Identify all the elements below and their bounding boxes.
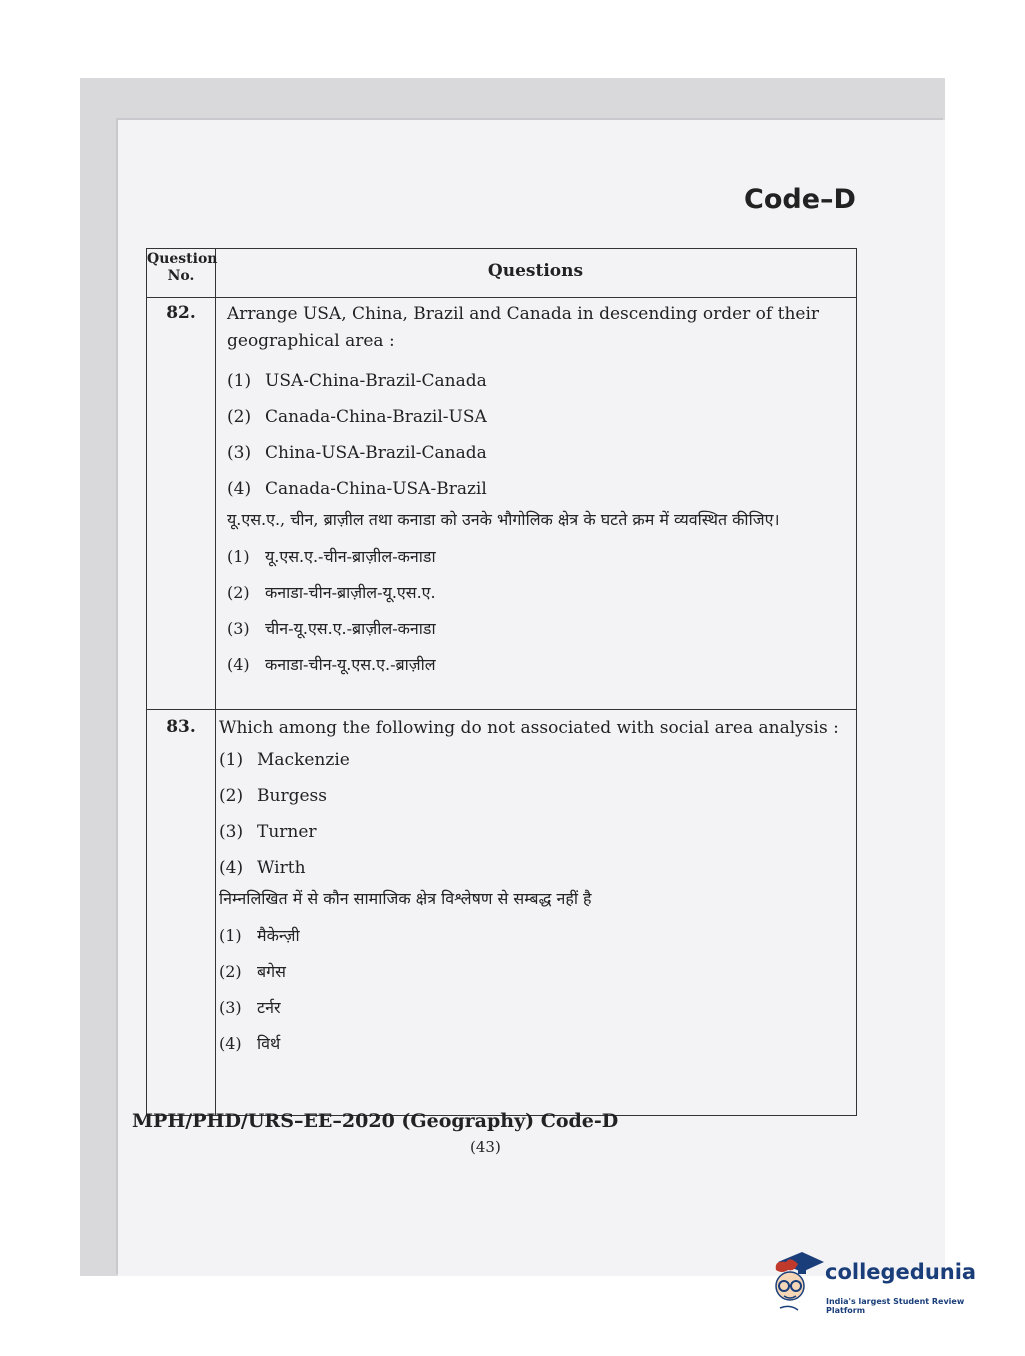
option-number: (1) (219, 750, 244, 770)
option-text: कनाडा-चीन-ब्राज़ील-यू.एस.ए. (265, 583, 436, 602)
option-number: (3) (227, 619, 250, 638)
option-number: (1) (227, 547, 250, 566)
option-hi (219, 962, 850, 982)
option-number: (3) (227, 443, 252, 463)
question-body (219, 715, 850, 1054)
option-number: (4) (219, 858, 244, 878)
option-number: (2) (227, 407, 252, 427)
questions-table (146, 248, 857, 1116)
option-text: Canada-China-Brazil-USA (265, 407, 487, 427)
option-number: (4) (227, 655, 250, 674)
option-text: Mackenzie (257, 750, 350, 770)
option-text: USA-China-Brazil-Canada (265, 371, 487, 391)
option-number: (4) (227, 479, 252, 499)
option-en (219, 786, 850, 806)
question-body (227, 301, 850, 675)
option-number: (2) (227, 583, 250, 602)
option-en (219, 822, 850, 842)
option-number: (1) (219, 926, 242, 945)
option-en (227, 407, 850, 427)
column-header-question-no (147, 249, 218, 297)
question-number: 83. (166, 717, 196, 737)
option-text: टर्नर (257, 998, 281, 1017)
question-stem-hi: यू.एस.ए., चीन, ब्राज़ील तथा कनाडा को उनके भौगोलिक क्षेत्र के घटते क्रम में व्यवस्थित कीजिए। (227, 510, 780, 529)
row-divider (147, 709, 856, 710)
option-text: Burgess (257, 786, 327, 806)
option-text: यू.एस.ए.-चीन-ब्राज़ील-कनाडा (265, 547, 436, 566)
code-header: Code–D (744, 184, 856, 215)
option-hi (219, 926, 850, 946)
option-hi (219, 1034, 850, 1054)
header-divider (147, 297, 856, 298)
question-stem-en: Which among the following do not associated with social area analysis : (219, 718, 839, 738)
option-text: बगेस (257, 962, 286, 981)
column-header-line-2: No. (167, 268, 195, 284)
question-stem-hi: निम्नलिखित में से कौन सामाजिक क्षेत्र विश्लेषण से सम्बद्ध नहीं है (219, 889, 592, 908)
option-text: चीन-यू.एस.ए.-ब्राज़ील-कनाडा (265, 619, 436, 638)
option-number: (3) (219, 822, 244, 842)
column-header-line-1: Question (147, 251, 218, 267)
question-stem-en: Arrange USA, China, Brazil and Canada in descending order of their geographical area : (227, 304, 820, 351)
column-divider (215, 249, 216, 1115)
option-en (227, 443, 850, 463)
option-number: (2) (219, 962, 242, 981)
option-text: विर्थ (257, 1034, 281, 1053)
option-hi (219, 998, 850, 1018)
option-text: Wirth (257, 858, 306, 878)
option-text: कनाडा-चीन-यू.एस.ए.-ब्राज़ील (265, 655, 436, 674)
question-number: 82. (166, 303, 196, 323)
collegedunia-logo (768, 1250, 990, 1320)
option-en (219, 750, 850, 770)
option-hi (227, 655, 850, 675)
option-hi (227, 547, 850, 567)
brand-name: collegedunia (825, 1260, 977, 1284)
option-number: (1) (227, 371, 252, 391)
page-number: (43) (470, 1138, 501, 1156)
exam-footer: MPH/PHD/URS–EE–2020 (Geography) Code-D (132, 1110, 619, 1132)
option-number: (2) (219, 786, 244, 806)
option-text: Turner (257, 822, 317, 842)
option-en (227, 479, 850, 499)
option-text: China-USA-Brazil-Canada (265, 443, 487, 463)
option-hi (227, 619, 850, 639)
brand-tagline: India's largest Student Review Platform (826, 1297, 965, 1315)
option-text: Canada-China-USA-Brazil (265, 479, 487, 499)
option-number: (4) (219, 1034, 242, 1053)
option-en (219, 858, 850, 878)
option-number: (3) (219, 998, 242, 1017)
option-en (227, 371, 850, 391)
option-hi (227, 583, 850, 603)
mascot-icon (768, 1250, 824, 1316)
option-text: मैकेन्ज़ी (257, 926, 300, 945)
column-header-questions: Questions (487, 261, 584, 281)
